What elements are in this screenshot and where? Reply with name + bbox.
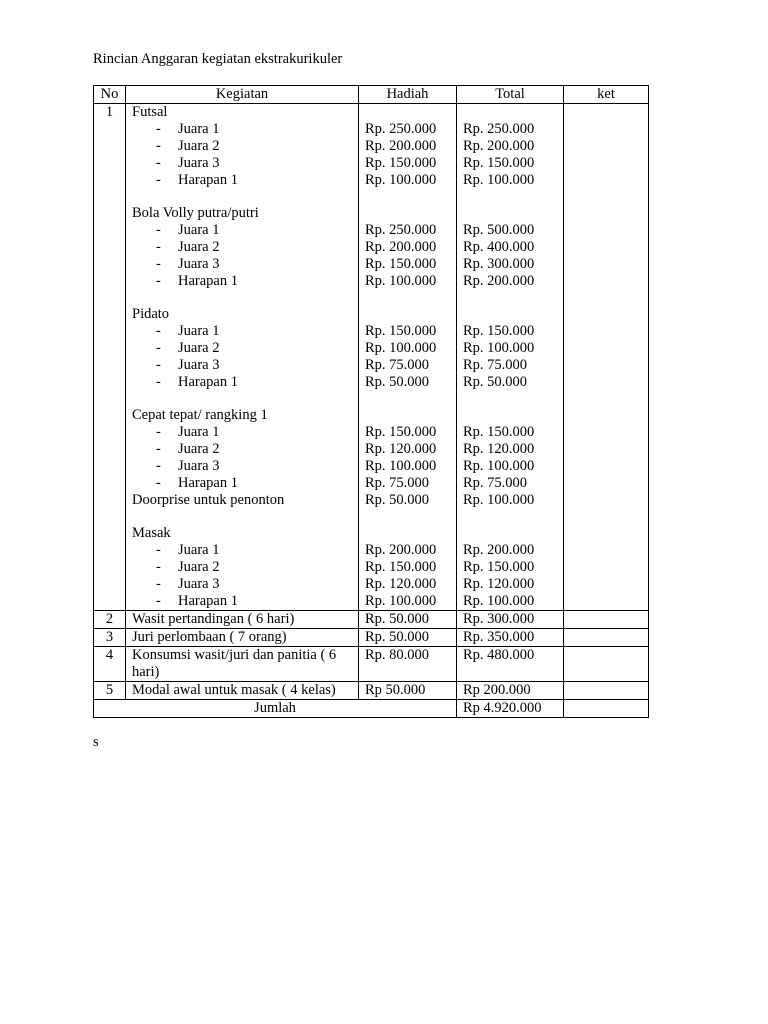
activity-group-name: Futsal [132, 104, 168, 120]
prize-item [132, 441, 358, 458]
group-gap [463, 391, 563, 407]
prize-item [132, 239, 358, 256]
row-1-ket-cell [564, 104, 649, 611]
prize-total: Rp. 250.000 [463, 121, 535, 137]
row-4-no: 4 [94, 647, 126, 682]
activity-group-name: Masak [132, 525, 171, 541]
dash-bullet: - [156, 256, 161, 272]
prize-hadiah: Rp. 100.000 [365, 172, 437, 188]
dash-bullet: - [156, 559, 161, 575]
prize-item [132, 172, 358, 189]
prize-item [132, 458, 358, 475]
prize-item [132, 256, 358, 273]
prize-hadiah: Rp. 50.000 [365, 374, 430, 390]
row-5-hadiah: Rp 50.000 [359, 682, 457, 700]
table-row-jumlah [94, 700, 649, 718]
prize-total: Rp. 100.000 [463, 458, 535, 474]
group-gap [132, 391, 358, 407]
prize-total: Rp. 120.000 [463, 576, 535, 592]
group-gap [132, 189, 358, 205]
hadiah-spacer [365, 205, 456, 222]
row-5-no: 5 [94, 682, 126, 700]
row-3-total: Rp. 350.000 [457, 629, 564, 647]
hadiah-spacer [365, 104, 456, 121]
hadiah-spacer [365, 407, 456, 424]
header-ket: ket [564, 86, 649, 104]
header-total: Total [457, 86, 564, 104]
prize-total: Rp. 100.000 [463, 340, 535, 356]
prize-item [132, 593, 358, 610]
activity-group-name: Pidato [132, 306, 170, 322]
trailing-text: s [93, 734, 99, 750]
prize-label: Harapan 1 [178, 475, 238, 491]
group-gap [365, 391, 456, 407]
prize-hadiah: Rp. 150.000 [365, 256, 437, 272]
total-spacer [463, 306, 563, 323]
prize-label: Juara 1 [178, 542, 220, 558]
prize-item [132, 576, 358, 593]
row-4-kegiatan: Konsumsi wasit/juri dan panitia ( 6 hari) [126, 647, 359, 682]
jumlah-ket [564, 700, 649, 718]
row-4-ket [564, 647, 649, 682]
prize-hadiah: Rp. 200.000 [365, 239, 437, 255]
row-2-total: Rp. 300.000 [457, 611, 564, 629]
row-1-kegiatan-cell [126, 104, 359, 611]
row-5-ket [564, 682, 649, 700]
dash-bullet: - [156, 593, 161, 609]
doorprize-label: Doorprise untuk penonton [132, 492, 285, 508]
prize-item [132, 273, 358, 290]
group-gap [463, 189, 563, 205]
prize-total: Rp. 150.000 [463, 323, 535, 339]
prize-label: Harapan 1 [178, 374, 238, 390]
prize-label: Juara 1 [178, 222, 220, 238]
total-spacer [463, 525, 563, 542]
prize-total: Rp. 300.000 [463, 256, 535, 272]
prize-item [132, 475, 358, 492]
prize-hadiah: Rp. 250.000 [365, 222, 437, 238]
prize-hadiah: Rp. 120.000 [365, 576, 437, 592]
hadiah-spacer [365, 525, 456, 542]
prize-item [132, 222, 358, 239]
prize-hadiah: Rp. 100.000 [365, 458, 437, 474]
row-1-hadiah-cell [359, 104, 457, 611]
row-1-no: 1 [94, 104, 126, 611]
prize-hadiah: Rp. 200.000 [365, 542, 437, 558]
prize-total: Rp. 400.000 [463, 239, 535, 255]
prize-total: Rp. 75.000 [463, 357, 528, 373]
row-5-total: Rp 200.000 [457, 682, 564, 700]
prize-label: Juara 3 [178, 576, 220, 592]
row-3-ket [564, 629, 649, 647]
group-gap [365, 189, 456, 205]
total-spacer [463, 407, 563, 424]
dash-bullet: - [156, 155, 161, 171]
prize-label: Juara 1 [178, 121, 220, 137]
prize-item [132, 424, 358, 441]
dash-bullet: - [156, 121, 161, 137]
dash-bullet: - [156, 458, 161, 474]
row-1-total-cell [457, 104, 564, 611]
row-4-total: Rp. 480.000 [457, 647, 564, 682]
group-gap [463, 290, 563, 306]
dash-bullet: - [156, 475, 161, 491]
prize-total: Rp. 150.000 [463, 424, 535, 440]
prize-hadiah: Rp. 150.000 [365, 155, 437, 171]
header-no: No [94, 86, 126, 104]
budget-table [93, 85, 649, 718]
prize-total: Rp. 120.000 [463, 441, 535, 457]
prize-label: Harapan 1 [178, 172, 238, 188]
group-gap [463, 509, 563, 525]
prize-hadiah: Rp. 150.000 [365, 559, 437, 575]
dash-bullet: - [156, 374, 161, 390]
prize-total: Rp. 100.000 [463, 172, 535, 188]
prize-total: Rp. 100.000 [463, 593, 535, 609]
prize-total: Rp. 500.000 [463, 222, 535, 238]
row-3-no: 3 [94, 629, 126, 647]
table-row-5 [94, 682, 649, 700]
header-kegiatan: Kegiatan [126, 86, 359, 104]
prize-total: Rp. 50.000 [463, 374, 528, 390]
row-2-kegiatan: Wasit pertandingan ( 6 hari) [126, 611, 359, 629]
row-3-kegiatan: Juri perlombaan ( 7 orang) [126, 629, 359, 647]
prize-total: Rp. 150.000 [463, 155, 535, 171]
group-gap [132, 290, 358, 306]
prize-hadiah: Rp. 250.000 [365, 121, 437, 137]
prize-hadiah: Rp. 75.000 [365, 357, 430, 373]
prize-hadiah: Rp. 100.000 [365, 593, 437, 609]
prize-total: Rp. 75.000 [463, 475, 528, 491]
document-title: Rincian Anggaran kegiatan ekstrakurikuler [93, 51, 343, 67]
prize-hadiah: Rp. 75.000 [365, 475, 430, 491]
activity-group-name: Bola Volly putra/putri [132, 205, 259, 221]
prize-total: Rp. 150.000 [463, 559, 535, 575]
header-hadiah: Hadiah [359, 86, 457, 104]
row-3-hadiah: Rp. 50.000 [359, 629, 457, 647]
prize-hadiah: Rp. 150.000 [365, 323, 437, 339]
prize-label: Juara 2 [178, 239, 220, 255]
prize-label: Juara 3 [178, 256, 220, 272]
prize-item [132, 138, 358, 155]
prize-item [132, 340, 358, 357]
prize-label: Juara 3 [178, 357, 220, 373]
prize-label: Juara 3 [178, 155, 220, 171]
dash-bullet: - [156, 340, 161, 356]
dash-bullet: - [156, 323, 161, 339]
table-row-1 [94, 104, 649, 611]
row-2-ket [564, 611, 649, 629]
group-gap [365, 509, 456, 525]
prize-hadiah: Rp. 100.000 [365, 273, 437, 289]
total-spacer [463, 205, 563, 222]
dash-bullet: - [156, 542, 161, 558]
row-4-hadiah: Rp. 80.000 [359, 647, 457, 682]
hadiah-spacer [365, 306, 456, 323]
group-gap [132, 509, 358, 525]
prize-hadiah: Rp. 150.000 [365, 424, 437, 440]
doorprize-total: Rp. 100.000 [463, 492, 535, 508]
prize-label: Juara 2 [178, 138, 220, 154]
prize-item [132, 559, 358, 576]
table-row-3 [94, 629, 649, 647]
prize-label: Juara 2 [178, 441, 220, 457]
total-spacer [463, 104, 563, 121]
dash-bullet: - [156, 357, 161, 373]
activity-group-name: Cepat tepat/ rangking 1 [132, 407, 268, 423]
row-5-kegiatan: Modal awal untuk masak ( 4 kelas) [126, 682, 359, 700]
prize-label: Harapan 1 [178, 593, 238, 609]
prize-total: Rp. 200.000 [463, 542, 535, 558]
prize-item [132, 374, 358, 391]
jumlah-label: Jumlah [94, 700, 457, 718]
prize-total: Rp. 200.000 [463, 273, 535, 289]
jumlah-total: Rp 4.920.000 [457, 700, 564, 718]
dash-bullet: - [156, 576, 161, 592]
group-gap [365, 290, 456, 306]
table-header-row [94, 86, 649, 104]
prize-total: Rp. 200.000 [463, 138, 535, 154]
dash-bullet: - [156, 172, 161, 188]
prize-hadiah: Rp. 100.000 [365, 340, 437, 356]
prize-label: Juara 2 [178, 559, 220, 575]
prize-item [132, 121, 358, 138]
dash-bullet: - [156, 273, 161, 289]
table-row-4 [94, 647, 649, 682]
prize-item [132, 542, 358, 559]
prize-label: Juara 1 [178, 424, 220, 440]
prize-label: Juara 1 [178, 323, 220, 339]
dash-bullet: - [156, 424, 161, 440]
prize-hadiah: Rp. 120.000 [365, 441, 437, 457]
table-row-2 [94, 611, 649, 629]
prize-item [132, 323, 358, 340]
prize-label: Harapan 1 [178, 273, 238, 289]
prize-hadiah: Rp. 200.000 [365, 138, 437, 154]
prize-item [132, 155, 358, 172]
dash-bullet: - [156, 222, 161, 238]
prize-label: Juara 3 [178, 458, 220, 474]
doorprize-hadiah: Rp. 50.000 [365, 492, 430, 508]
prize-label: Juara 2 [178, 340, 220, 356]
dash-bullet: - [156, 441, 161, 457]
dash-bullet: - [156, 239, 161, 255]
row-2-no: 2 [94, 611, 126, 629]
prize-item [132, 357, 358, 374]
row-2-hadiah: Rp. 50.000 [359, 611, 457, 629]
dash-bullet: - [156, 138, 161, 154]
